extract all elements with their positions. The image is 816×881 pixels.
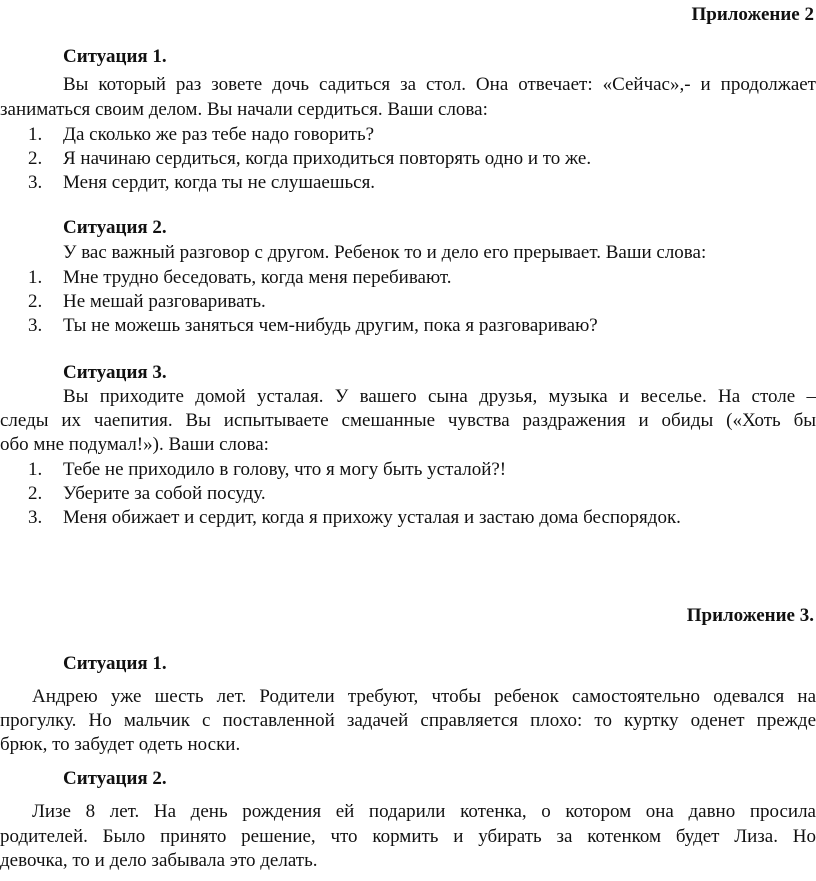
option-number: 3. bbox=[28, 507, 43, 528]
option-text: Я начинаю сердиться, когда приходиться повторять одно и то же. bbox=[63, 148, 592, 169]
situation-3-intro-line-1: Вы приходите домой усталая. У вашего сына друзья, музыка и веселье. На столе – bbox=[63, 386, 816, 407]
situation-1-heading: Ситуация 1. bbox=[63, 46, 167, 67]
appendix-3-situation-1-line-2: прогулку. Но мальчик с поставленной задачей справляется плохо: то куртку оденет прежде bbox=[0, 710, 816, 731]
appendix-3-situation-2-line-3: девочка, то и дело забывала это делать. bbox=[0, 850, 318, 871]
situation-3-intro-line-2: следы их чаепития. Вы испытываете смешанные чувства раздражения и обиды («Хоть бы bbox=[0, 410, 816, 431]
option-text: Да сколько же раз тебе надо говорить? bbox=[63, 124, 375, 145]
situation-2-heading: Ситуация 2. bbox=[63, 217, 167, 238]
option-text: Ты не можешь заняться чем-нибудь другим, пока я разговариваю? bbox=[63, 315, 598, 336]
option-text: Меня сердит, когда ты не слушаешься. bbox=[63, 172, 376, 193]
appendix-3-situation-1-line-3: брюк, то забудет одеть носки. bbox=[0, 734, 241, 755]
situation-2-intro-line-1: У вас важный разговор с другом. Ребенок то и дело его прерывает. Ваши слова: bbox=[63, 242, 707, 263]
option-number: 1. bbox=[28, 459, 43, 480]
option-number: 2. bbox=[28, 291, 43, 312]
appendix-3-situation-2-heading: Ситуация 2. bbox=[63, 768, 167, 789]
appendix-3-title: Приложение 3. bbox=[686, 605, 814, 626]
appendix-2-title: Приложение 2 bbox=[691, 4, 814, 25]
appendix-3-situation-1-line-1: Андрею уже шесть лет. Родители требуют, чтобы ребенок самостоятельно одевался на bbox=[32, 686, 816, 707]
appendix-3-situation-2-line-2: родителей. Было принято решение, что кормить и убирать за котенком будет Лиза. Но bbox=[0, 826, 816, 847]
option-number: 1. bbox=[28, 124, 43, 145]
situation-1-intro-line-2: заниматься своим делом. Вы начали сердиться. Ваши слова: bbox=[0, 99, 488, 120]
situation-1-intro-line-1: Вы который раз зовете дочь садиться за стол. Она отвечает: «Сейчас»,- и продолжает bbox=[63, 74, 816, 95]
option-number: 2. bbox=[28, 148, 43, 169]
option-text: Тебе не приходило в голову, что я могу быть усталой?! bbox=[63, 459, 507, 480]
option-text: Уберите за собой посуду. bbox=[63, 483, 266, 504]
option-text: Не мешай разговаривать. bbox=[63, 291, 266, 312]
option-text: Меня обижает и сердит, когда я прихожу усталая и застаю дома беспорядок. bbox=[63, 507, 681, 528]
option-number: 1. bbox=[28, 267, 43, 288]
option-number: 3. bbox=[28, 172, 43, 193]
option-number: 2. bbox=[28, 483, 43, 504]
appendix-3-situation-2-line-1: Лизе 8 лет. На день рождения ей подарили котенка, о котором она давно просила bbox=[32, 801, 816, 822]
option-number: 3. bbox=[28, 315, 43, 336]
situation-3-heading: Ситуация 3. bbox=[63, 362, 167, 383]
situation-3-intro-line-3: обо мне подумал!»). Ваши слова: bbox=[0, 434, 269, 455]
appendix-3-situation-1-heading: Ситуация 1. bbox=[63, 653, 167, 674]
option-text: Мне трудно беседовать, когда меня перебивают. bbox=[63, 267, 452, 288]
